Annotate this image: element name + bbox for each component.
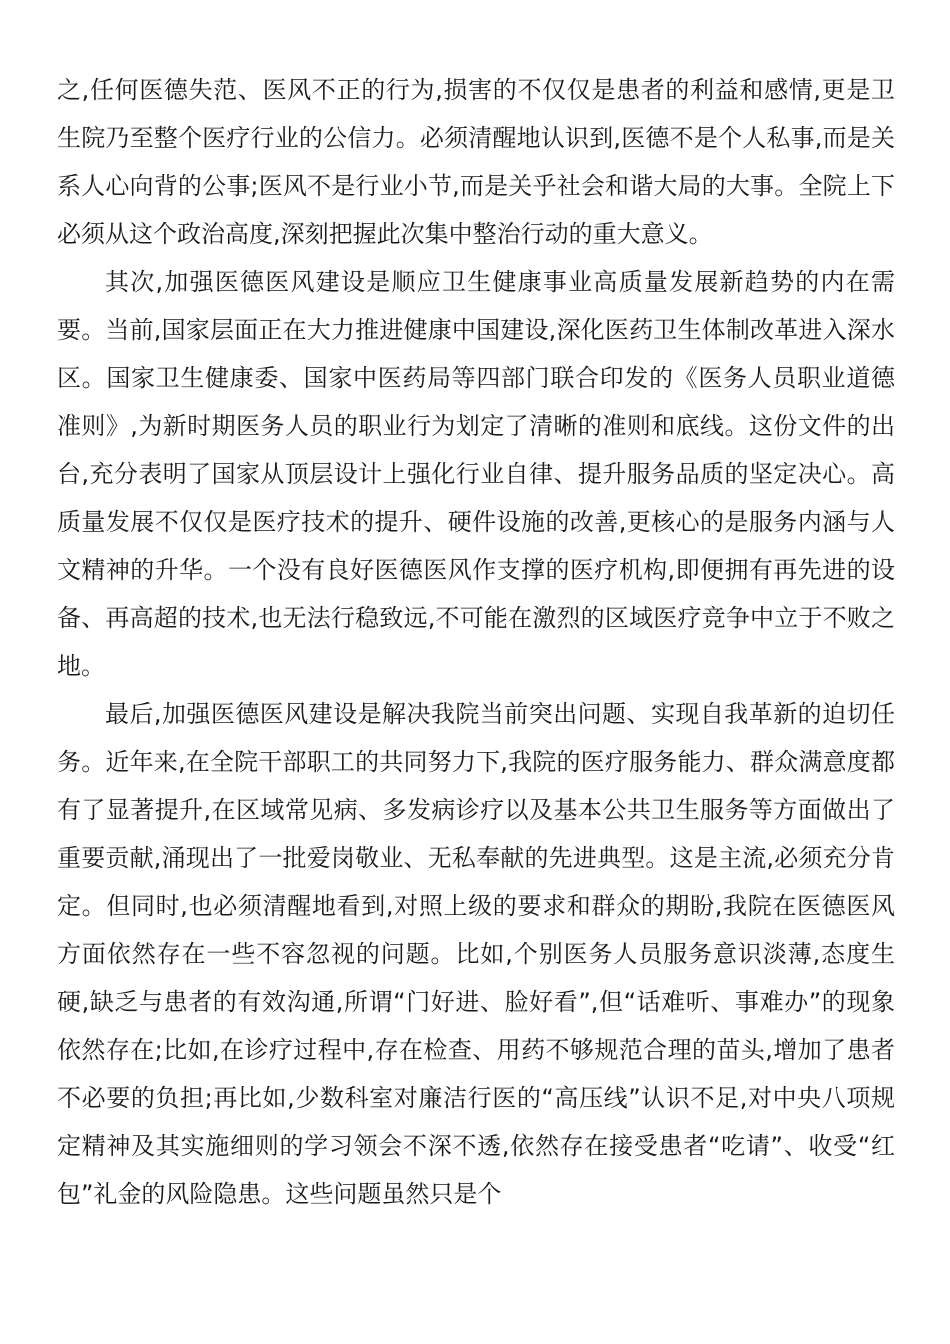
paragraph-3: 最后,加强医德医风建设是解决我院当前突出问题、实现自我革新的迫切任务。近年来,在全院干部职工的共同努力下,我院的医疗服务能力、群众满意度都有了显著提升,在区域常见病、多发病诊疗以及基本公共卫生服务等方面做出了重要贡献,涌现出了一批爱岗敬业、无私奉献的先进典型。这是主流,必须充分肯定。但同时,也必须清醒地看到,对照上级的要求和群众的期盼,我院在医德医风方面依然存在一些不容忽视的问题。比如,个别医务人员服务意识淡薄,态度生硬,缺乏与患者的有效沟通,所谓“门好进、脸好看”,但“话难听、事难办”的现象依然存在;比如,在诊疗过程中,存在检查、用药不够规范合理的苗头,增加了患者不必要的负担;再比如,少数科室对廉洁行医的“高压线”认识不足,对中央八项规定精神及其实施细则的学习领会不深不透,依然存在接受患者“吃请”、收受“红包”礼金的风险隐患。这些问题虽然只是个: [57, 700, 895, 1208]
paragraph-1: 之,任何医德失范、医风不正的行为,损害的不仅仅是患者的利益和感情,更是卫生院乃至整个医疗行业的公信力。必须清醒地认识到,医德不是个人私事,而是关系人心向背的公事;医风不是行业小节,而是关乎社会和谐大局的大事。全院上下必须从这个政治高度,深刻把握此次集中整治行动的重大意义。: [57, 76, 895, 248]
document-body: [57, 66, 895, 1218]
paragraph-2: 其次,加强医德医风建设是顺应卫生健康事业高质量发展新趋势的内在需要。当前,国家层面正在大力推进健康中国建设,深化医药卫生体制改革进入深水区。国家卫生健康委、国家中医药局等四部门联合印发的《医务人员职业道德准则》,为新时期医务人员的职业行为划定了清晰的准则和底线。这份文件的出台,充分表明了国家从顶层设计上强化行业自律、提升服务品质的坚定决心。高质量发展不仅仅是医疗技术的提升、硬件设施的改善,更核心的是服务内涵与人文精神的升华。一个没有良好医德医风作支撑的医疗机构,即便拥有再先进的设备、再高超的技术,也无法行稳致远,不可能在激烈的区域医疗竞争中立于不败之地。: [57, 268, 895, 680]
